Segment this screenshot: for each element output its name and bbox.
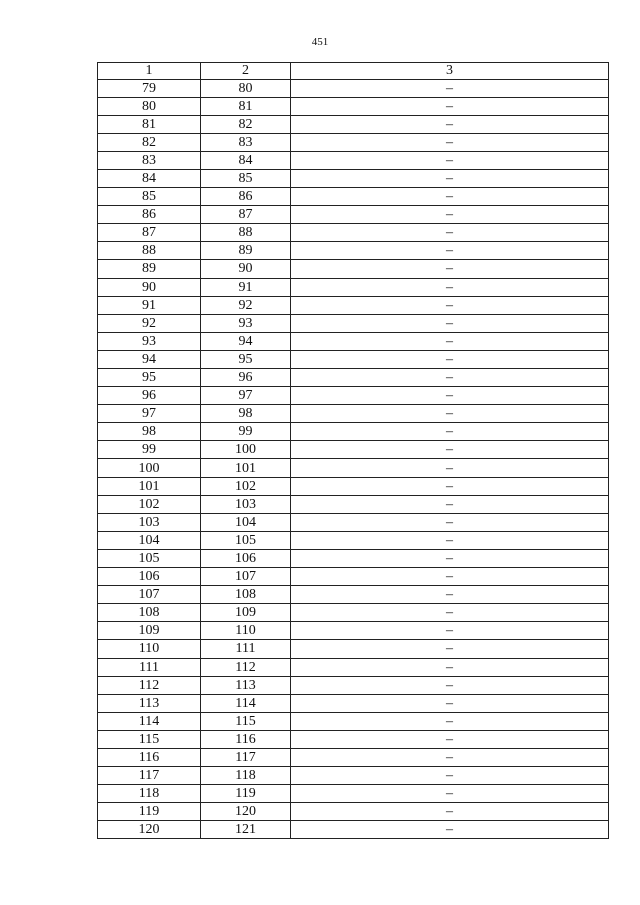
table-cell-col1: 106 [98,568,201,586]
table-cell-col3: – [291,79,609,97]
table-cell-col2: 96 [201,369,291,387]
table-cell-col1: 92 [98,314,201,332]
table-cell-col1: 104 [98,531,201,549]
table-cell-col1: 90 [98,278,201,296]
table-cell-col2: 109 [201,604,291,622]
table-cell-col3: – [291,115,609,133]
table-cell-col2: 105 [201,531,291,549]
table-cell-col1: 110 [98,640,201,658]
table-row [98,260,609,278]
table-cell-col1: 103 [98,513,201,531]
table-row [98,676,609,694]
table-cell-col1: 102 [98,495,201,513]
table-cell-col3: – [291,803,609,821]
table-cell-col2: 99 [201,423,291,441]
table-row [98,423,609,441]
table-header-row [98,63,609,80]
table-cell-col2: 86 [201,188,291,206]
table-row [98,730,609,748]
table-cell-col2: 92 [201,296,291,314]
table-cell-col3: – [291,97,609,115]
table-cell-col3: – [291,767,609,785]
table-row [98,531,609,549]
table-row [98,748,609,766]
table-cell-col1: 119 [98,803,201,821]
data-table [97,62,609,839]
table-cell-col3: – [291,640,609,658]
table-cell-col3: – [291,332,609,350]
table-row [98,314,609,332]
table-row [98,495,609,513]
table-cell-col1: 109 [98,622,201,640]
table-cell-col3: – [291,441,609,459]
table-cell-col1: 94 [98,350,201,368]
table-row [98,477,609,495]
table-cell-col2: 115 [201,712,291,730]
table-cell-col2: 83 [201,133,291,151]
table-cell-col1: 91 [98,296,201,314]
table-cell-col3: – [291,423,609,441]
table-cell-col1: 117 [98,767,201,785]
table-row [98,712,609,730]
table-row [98,405,609,423]
table-cell-col3: – [291,658,609,676]
table-cell-col1: 100 [98,459,201,477]
table-row [98,459,609,477]
table-cell-col3: – [291,151,609,169]
table-cell-col1: 107 [98,586,201,604]
table-row [98,169,609,187]
table-cell-col2: 97 [201,387,291,405]
table-row [98,513,609,531]
table-cell-col1: 113 [98,694,201,712]
table-cell-col1: 84 [98,169,201,187]
table-cell-col2: 121 [201,821,291,839]
table-cell-col2: 110 [201,622,291,640]
table-cell-col3: – [291,350,609,368]
table-cell-col2: 87 [201,206,291,224]
table-row [98,206,609,224]
table-cell-col1: 86 [98,206,201,224]
table-row [98,586,609,604]
table-cell-col1: 98 [98,423,201,441]
table-cell-col1: 108 [98,604,201,622]
table-cell-col2: 112 [201,658,291,676]
table-cell-col2: 94 [201,332,291,350]
table-cell-col1: 114 [98,712,201,730]
table-cell-col2: 85 [201,169,291,187]
table-cell-col2: 104 [201,513,291,531]
table-cell-col2: 111 [201,640,291,658]
table-row [98,640,609,658]
table-cell-col3: – [291,296,609,314]
column-header-1: 1 [98,63,201,80]
table-row [98,658,609,676]
table-cell-col1: 83 [98,151,201,169]
table-row [98,278,609,296]
table-cell-col3: – [291,477,609,495]
table-row [98,803,609,821]
table-cell-col2: 80 [201,79,291,97]
table-cell-col3: – [291,242,609,260]
table-cell-col2: 100 [201,441,291,459]
table-cell-col3: – [291,387,609,405]
table-row [98,549,609,567]
table-cell-col3: – [291,785,609,803]
table-cell-col3: – [291,568,609,586]
table-cell-col3: – [291,586,609,604]
table-row [98,242,609,260]
table-cell-col2: 120 [201,803,291,821]
table-cell-col1: 118 [98,785,201,803]
table-row [98,694,609,712]
table-cell-col3: – [291,712,609,730]
table-cell-col3: – [291,260,609,278]
table-cell-col2: 118 [201,767,291,785]
table-row [98,604,609,622]
table-cell-col3: – [291,748,609,766]
table-row [98,79,609,97]
table-cell-col1: 85 [98,188,201,206]
table-cell-col2: 107 [201,568,291,586]
table-cell-col1: 105 [98,549,201,567]
table-row [98,387,609,405]
table-row [98,369,609,387]
table-cell-col2: 108 [201,586,291,604]
table-cell-col2: 117 [201,748,291,766]
table-row [98,133,609,151]
table-cell-col1: 89 [98,260,201,278]
table-cell-col1: 112 [98,676,201,694]
table-body [98,79,609,839]
table-cell-col1: 81 [98,115,201,133]
table-cell-col2: 114 [201,694,291,712]
table-cell-col3: – [291,549,609,567]
table-cell-col3: – [291,459,609,477]
table-cell-col1: 97 [98,405,201,423]
table-cell-col3: – [291,622,609,640]
table-cell-col3: – [291,224,609,242]
table-row [98,622,609,640]
table-cell-col1: 115 [98,730,201,748]
table-cell-col1: 111 [98,658,201,676]
table-cell-col3: – [291,405,609,423]
table-row [98,821,609,839]
table-cell-col2: 113 [201,676,291,694]
table-cell-col2: 84 [201,151,291,169]
table-cell-col1: 116 [98,748,201,766]
column-header-2: 2 [201,63,291,80]
table-cell-col2: 101 [201,459,291,477]
table-row [98,785,609,803]
table-row [98,188,609,206]
table-cell-col3: – [291,676,609,694]
table-cell-col2: 81 [201,97,291,115]
table-cell-col2: 93 [201,314,291,332]
table-row [98,441,609,459]
table-cell-col2: 91 [201,278,291,296]
table-cell-col1: 93 [98,332,201,350]
table-cell-col2: 82 [201,115,291,133]
table-cell-col3: – [291,206,609,224]
table-cell-col3: – [291,531,609,549]
table-cell-col3: – [291,188,609,206]
table-cell-col3: – [291,821,609,839]
table-cell-col3: – [291,513,609,531]
table-cell-col3: – [291,604,609,622]
table-cell-col1: 79 [98,79,201,97]
table-cell-col3: – [291,169,609,187]
table-row [98,332,609,350]
table-cell-col1: 101 [98,477,201,495]
table-cell-col2: 90 [201,260,291,278]
table-cell-col3: – [291,495,609,513]
table-cell-col1: 80 [98,97,201,115]
table-cell-col1: 95 [98,369,201,387]
table-cell-col2: 103 [201,495,291,513]
table-cell-col3: – [291,730,609,748]
table-cell-col1: 87 [98,224,201,242]
table-row [98,350,609,368]
table-cell-col2: 95 [201,350,291,368]
table-row [98,568,609,586]
table-cell-col3: – [291,133,609,151]
table-row [98,296,609,314]
table-cell-col2: 106 [201,549,291,567]
table-cell-col1: 99 [98,441,201,459]
table-row [98,224,609,242]
table-cell-col1: 88 [98,242,201,260]
table-cell-col2: 102 [201,477,291,495]
table-row [98,115,609,133]
table-cell-col3: – [291,278,609,296]
table-row [98,97,609,115]
table-cell-col3: – [291,314,609,332]
table-row [98,151,609,169]
table-cell-col3: – [291,369,609,387]
page-number: 451 [311,36,329,48]
table-cell-col1: 82 [98,133,201,151]
table-row [98,767,609,785]
table-cell-col2: 88 [201,224,291,242]
column-header-3: 3 [291,63,609,80]
table-cell-col1: 96 [98,387,201,405]
table-cell-col3: – [291,694,609,712]
table-cell-col2: 119 [201,785,291,803]
table-cell-col1: 120 [98,821,201,839]
table-cell-col2: 89 [201,242,291,260]
table-cell-col2: 116 [201,730,291,748]
table-cell-col2: 98 [201,405,291,423]
